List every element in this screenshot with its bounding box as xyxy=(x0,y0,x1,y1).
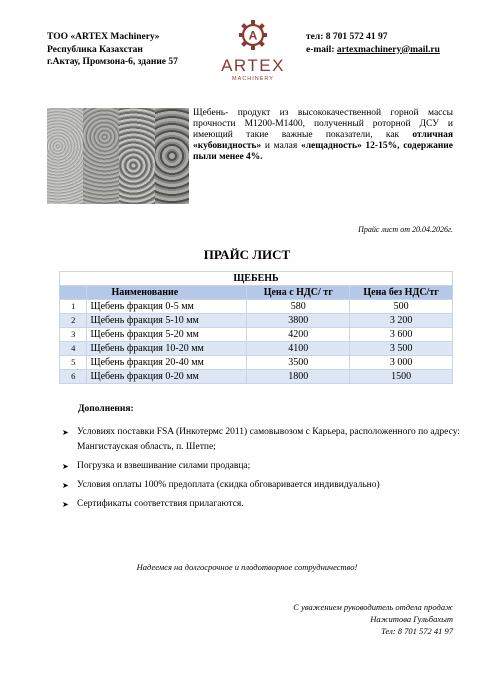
header-name: Наименование xyxy=(87,286,247,300)
gear-logo-icon xyxy=(236,20,270,50)
row-vat: 3800 xyxy=(247,314,350,328)
company-name: ТОО «ARTEX Machinery» xyxy=(47,32,160,42)
table-row xyxy=(60,342,453,356)
row-novat: 3 200 xyxy=(350,314,453,328)
row-vat: 4100 xyxy=(247,342,350,356)
product-description xyxy=(193,108,453,163)
contacts-block xyxy=(306,31,440,56)
table-row xyxy=(60,370,453,384)
signature-title: С уважением руководитель отдела продаж xyxy=(293,602,453,612)
row-novat: 3 500 xyxy=(350,342,453,356)
condition-text: Условиях поставки FSA (Инкотермс 2011) самовывозом с Карьера, расположенного по адресу: Мангистауская область, п. Шетпе; xyxy=(77,427,460,452)
table-row xyxy=(60,300,453,314)
header-vat: Цена с НДС/ тг xyxy=(247,286,350,300)
row-vat: 3500 xyxy=(247,356,350,370)
table-category-row xyxy=(60,272,453,286)
row-num: 5 xyxy=(60,356,87,370)
row-name: Щебень фракция 5-10 мм xyxy=(87,314,247,328)
row-vat: 4200 xyxy=(247,328,350,342)
condition-text: Погрузка и взвешивание силами продавца; xyxy=(77,461,251,471)
row-novat: 3 000 xyxy=(350,356,453,370)
desc-bold-1: отличная «кубовидность» xyxy=(193,130,453,151)
row-name: Щебень фракция 20-40 мм xyxy=(87,356,247,370)
crushed-stone-photo xyxy=(47,108,189,204)
closing-line: Надеемся на долгосрочное и плодотворное сотрудничество! xyxy=(136,562,358,572)
row-vat: 1800 xyxy=(247,370,350,384)
additions-title: Дополнения: xyxy=(78,404,134,414)
arrow-bullet-icon: ➤ xyxy=(62,500,69,509)
row-name: Щебень фракция 10-20 мм xyxy=(87,342,247,356)
header-novat: Цена без НДС/тг xyxy=(350,286,453,300)
email-label: e-mail: xyxy=(306,44,337,55)
desc-bold-2: «лещадность» 12-15%, содержание пыли менее 4%. xyxy=(193,141,453,162)
row-num: 4 xyxy=(60,342,87,356)
signature-name: Нажитова Гульбахыт xyxy=(370,614,453,624)
row-num: 6 xyxy=(60,370,87,384)
table-category: ЩЕБЕНЬ xyxy=(60,272,453,286)
row-vat: 580 xyxy=(247,300,350,314)
signature-phone: Тел: 8 701 572 41 97 xyxy=(381,626,453,636)
header-num xyxy=(60,286,87,300)
arrow-bullet-icon: ➤ xyxy=(62,462,69,471)
list-item xyxy=(62,478,462,493)
arrow-bullet-icon: ➤ xyxy=(62,481,69,490)
row-novat: 3 600 xyxy=(350,328,453,342)
signature-block xyxy=(293,601,453,637)
row-num: 3 xyxy=(60,328,87,342)
contact-email-line xyxy=(306,44,440,57)
condition-text: Сертификаты соответствия прилагаются. xyxy=(77,499,244,509)
logo-name: ARTEX xyxy=(221,56,285,75)
list-item xyxy=(62,459,462,474)
artex-logo xyxy=(216,20,290,83)
price-date: Прайс лист от 20.04.2026г. xyxy=(358,225,453,234)
logo-glyph: A xyxy=(248,28,258,43)
list-item xyxy=(62,425,462,455)
row-name: Щебень фракция 5-20 мм xyxy=(87,328,247,342)
table-row xyxy=(60,314,453,328)
logo-sub: MACHINERY xyxy=(232,76,274,82)
price-table xyxy=(59,271,453,384)
desc-mid: и малая xyxy=(261,141,301,151)
row-num: 2 xyxy=(60,314,87,328)
company-country: Республика Казахстан xyxy=(47,44,143,55)
row-novat: 500 xyxy=(350,300,453,314)
desc-text: Щебень- продукт из высококачественной горной массы прочности М1200-М1400, полученный роторной ДСУ и имеющий такие важные показатели, как xyxy=(193,108,453,140)
row-num: 1 xyxy=(60,300,87,314)
email-link[interactable]: artexmachinery@mail.ru xyxy=(336,44,440,55)
row-novat: 1500 xyxy=(350,370,453,384)
condition-text: Условия оплаты 100% предоплата (скидка обговаривается индивидуально) xyxy=(77,480,380,490)
row-name: Щебень фракция 0-20 мм xyxy=(87,370,247,384)
company-address: г.Актау, Промзона-6, здание 57 xyxy=(47,57,178,67)
list-item xyxy=(62,497,462,512)
contact-phone: тел: 8 701 572 41 97 xyxy=(306,32,388,42)
company-block xyxy=(47,31,178,69)
conditions-list xyxy=(62,425,462,516)
table-row xyxy=(60,328,453,342)
row-name: Щебень фракция 0-5 мм xyxy=(87,300,247,314)
page-title: ПРАЙС ЛИСТ xyxy=(203,247,291,262)
table-row xyxy=(60,356,453,370)
arrow-bullet-icon: ➤ xyxy=(62,428,69,437)
table-header-row xyxy=(60,286,453,300)
